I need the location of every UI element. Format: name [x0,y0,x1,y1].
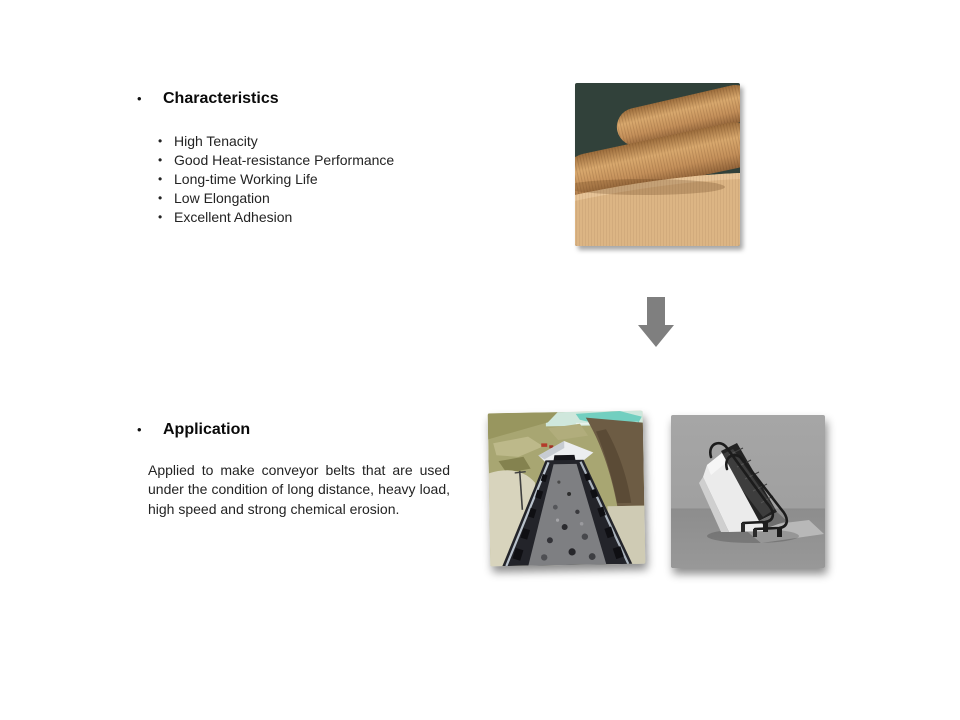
application-title: Application [163,421,251,438]
characteristics-heading [137,90,279,108]
list-item-label: High Tenacity [174,132,258,149]
characteristics-list [158,131,394,227]
bullet-icon: • [158,133,163,148]
characteristics-title: Characteristics [163,90,279,107]
list-item [158,131,394,150]
bullet-icon: • [137,422,142,437]
bullet-icon: • [158,191,163,206]
list-item-label: Low Elongation [174,190,270,207]
list-item-label: Excellent Adhesion [174,209,293,226]
list-item [158,208,394,227]
application-body: Applied to make conveyor belts that are used under the condition of long distance, heavy load, high speed and strong chemical erosion. [148,462,450,517]
bullet-icon: • [158,171,163,186]
list-item [158,189,394,208]
application-heading [137,421,250,439]
bullet-icon: • [158,210,163,225]
bullet-icon: • [137,91,142,106]
fabric-roll-image [575,83,740,246]
escalator-photo [671,415,825,568]
escalator-graphic [671,415,825,568]
list-item-label: Good Heat-resistance Performance [174,151,395,168]
down-arrow-icon [638,297,674,347]
conveyor-belt-graphic [488,411,646,567]
list-item-label: Long-time Working Life [174,170,318,187]
list-item [158,169,394,188]
list-item [158,150,394,169]
fabric-roll-graphic [575,83,740,246]
conveyor-belt-photo [488,411,646,567]
bullet-icon: • [158,152,163,167]
